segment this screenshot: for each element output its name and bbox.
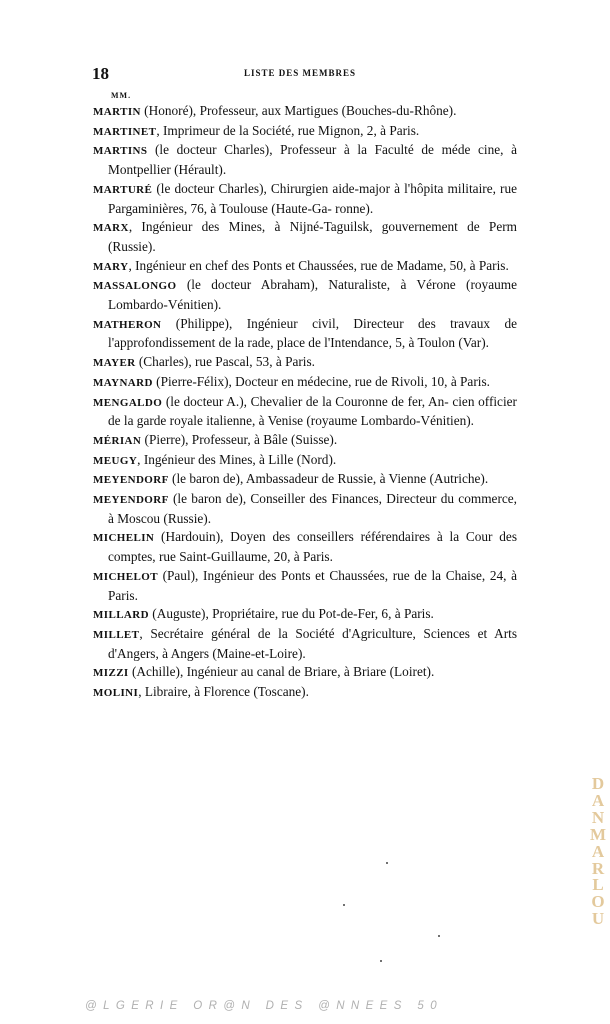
- member-details: (le docteur A.), Chevalier de la Couronne de fer, An- cien officier de la garde royale italienne, à Venise (royaume Lombardo-Vénitien).: [108, 393, 517, 429]
- member-name: MATHERON: [93, 318, 162, 331]
- member-name: MARTIN: [93, 106, 141, 118]
- member-details: (Hardouin), Doyen des conseillers référendaires à la Cour des comptes, rue Saint-Guillaume, 20, à Paris.: [108, 529, 517, 565]
- member-details: (Auguste), Propriétaire, rue du Pot-de-Fer, 6, à Paris.: [148, 606, 434, 622]
- member-details: (Pierre), Professeur, à Bâle (Suisse).: [141, 431, 338, 447]
- member-name: MASSALONGO: [93, 280, 177, 293]
- member-name: MICHELIN: [93, 532, 155, 545]
- member-name: MEYENDORF: [93, 494, 169, 507]
- print-speck: [380, 960, 382, 962]
- member-entry: [93, 605, 517, 625]
- member-entry: [93, 180, 517, 218]
- member-details: (Achille), Ingénieur au canal de Briare, à Briare (Loiret).: [128, 664, 435, 680]
- member-entry: [93, 470, 517, 490]
- member-details: (Paul), Ingénieur des Ponts et Chaussées, rue de la Chaise, 24, à Paris.: [108, 567, 517, 603]
- member-details: (Pierre-Félix), Docteur en médecine, rue de Rivoli, 10, à Paris.: [152, 373, 490, 389]
- member-entry: [93, 567, 517, 605]
- member-entry: [93, 393, 517, 431]
- member-entry: [93, 141, 517, 179]
- member-entry: [93, 257, 517, 277]
- page-number: 18: [92, 64, 109, 83]
- member-entry: [93, 451, 517, 471]
- member-entry: [93, 625, 517, 663]
- member-details: (le baron de), Conseiller des Finances, Directeur du commerce, à Moscou (Russie).: [108, 491, 517, 526]
- member-entry: [93, 490, 517, 528]
- member-details: , Libraire, à Florence (Toscane).: [138, 684, 309, 700]
- member-details: , Imprimeur de la Société, rue Mignon, 2, à Paris.: [156, 122, 420, 138]
- member-details: (Honoré), Professeur, aux Martigues (Bouches-du-Rhône).: [140, 103, 457, 118]
- member-details: (le docteur Charles), Professeur à la Faculté de méde cine, à Montpellier (Hérault).: [108, 142, 517, 178]
- member-details: , Ingénieur des Mines, à Nijné-Taguilsk, gouvernement de Perm (Russie).: [108, 219, 517, 254]
- member-details: (le docteur Abraham), Naturaliste, à Vérone (royaume Lombardo-Vénitien).: [108, 277, 517, 313]
- member-entry: [93, 373, 517, 393]
- member-name: MARTINET: [93, 125, 157, 138]
- member-name: MEYENDORF: [93, 474, 169, 487]
- member-entry: [93, 315, 517, 353]
- member-entry: [93, 353, 517, 373]
- print-speck: [438, 935, 440, 937]
- member-entry: [93, 663, 517, 683]
- member-name: MARY: [93, 260, 129, 273]
- member-name: MOLINI: [93, 687, 139, 700]
- member-details: (le docteur Charles), Chirurgien aide-major à l'hôpita militaire, rue Pargaminières, 76, à Toulouse (Haute-Ga- ronne).: [108, 180, 517, 216]
- member-entry: [93, 102, 517, 122]
- member-entry: [93, 683, 517, 703]
- member-details: (Philippe), Ingénieur civil, Directeur des travaux de l'approfondissement de la rade, place de l'Intendance, 5, à Toulon (Var).: [108, 315, 517, 351]
- print-speck: [386, 862, 388, 864]
- member-entry: [93, 431, 517, 451]
- member-details: , Secrétaire général de la Société d'Agriculture, Sciences et Arts d'Angers, à Angers (Maine-et-Loire).: [108, 625, 517, 661]
- member-name: MILLARD: [93, 609, 149, 622]
- member-name: MENGALDO: [93, 396, 163, 409]
- member-name: MAYER: [93, 357, 136, 370]
- member-name: MILLET: [93, 628, 140, 641]
- footer-watermark: @LGERIE OR@N DES @NNEES 50: [85, 1000, 443, 1012]
- member-entry: [93, 218, 517, 256]
- member-name: MÉRIAN: [93, 434, 142, 447]
- member-name: MIZZI: [93, 667, 129, 680]
- member-details: (Charles), rue Pascal, 53, à Paris.: [135, 354, 316, 370]
- member-list: [93, 102, 517, 703]
- print-speck: [343, 904, 345, 906]
- member-entry: [93, 122, 517, 142]
- member-details: , Ingénieur des Mines, à Lille (Nord).: [137, 451, 337, 467]
- vertical-watermark: DANMARLOU: [589, 774, 607, 929]
- member-entry: [93, 528, 517, 566]
- member-name: MAYNARD: [93, 376, 153, 389]
- member-details: (le baron de), Ambassadeur de Russie, à Vienne (Autriche).: [168, 471, 489, 487]
- member-name: MARX: [93, 222, 129, 235]
- member-name: MARTURÉ: [93, 183, 153, 196]
- member-details: , Ingénieur en chef des Ponts et Chaussées, rue de Madame, 50, à Paris.: [128, 257, 509, 273]
- member-name: MEUGY: [93, 454, 138, 467]
- running-title: LISTE DES MEMBRES: [244, 68, 357, 78]
- member-name: MARTINS: [93, 145, 148, 158]
- honorific-label: MM.: [111, 91, 132, 100]
- member-name: MICHELOT: [93, 570, 158, 583]
- member-entry: [93, 276, 517, 314]
